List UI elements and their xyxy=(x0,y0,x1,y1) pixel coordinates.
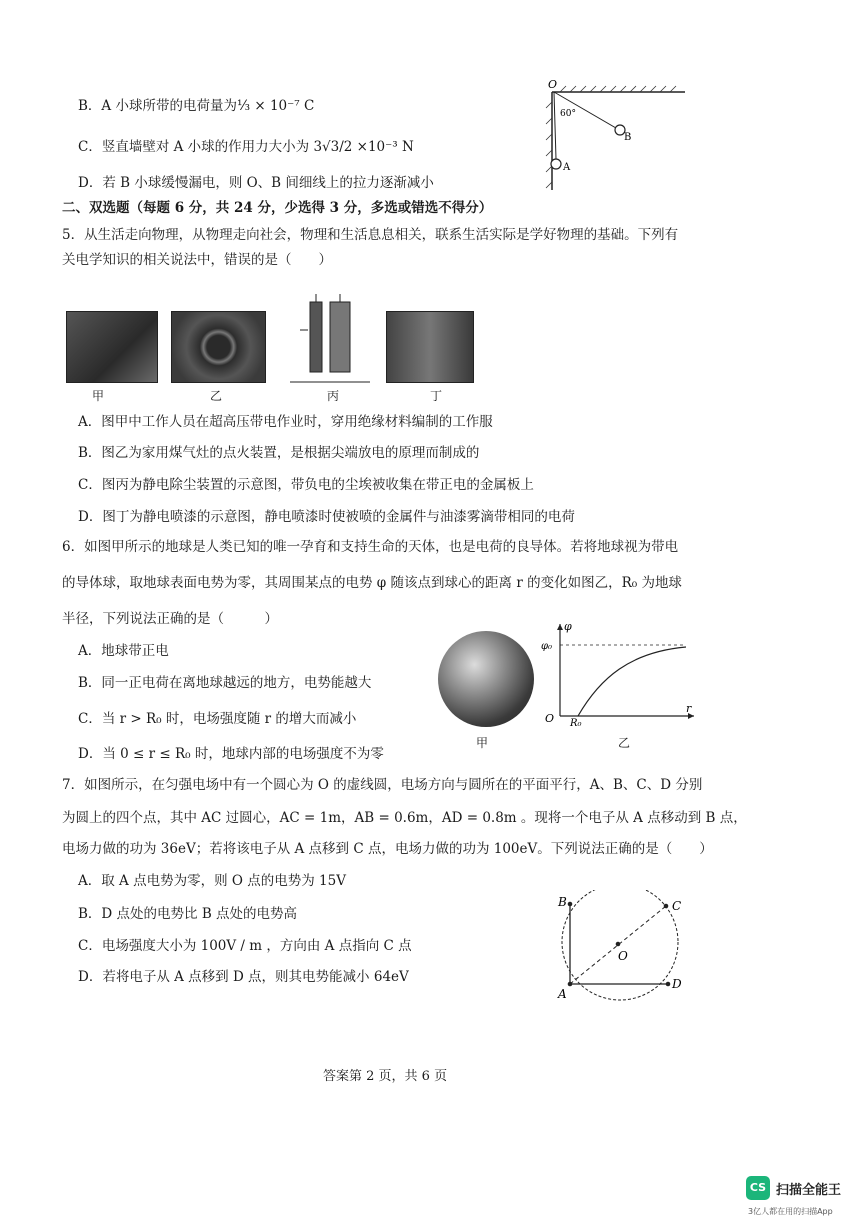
label-angle: 60° xyxy=(560,109,576,119)
q7-option-b: B．D 点处的电势比 B 点处的电势高 xyxy=(78,906,298,922)
q5-option-b: B．图乙为家用煤气灶的点火装置，是根据尖端放电的原理而制成的 xyxy=(78,445,480,461)
photo-jia xyxy=(66,311,158,383)
caption-earth: 甲 xyxy=(476,736,489,750)
q7-option-c: C．电场强度大小为 100V / m ，方向由 A 点指向 C 点 xyxy=(78,938,412,954)
caption-yi: 乙 xyxy=(210,389,223,403)
q6-stem-3: 半径，下列说法正确的是（ ） xyxy=(62,611,278,627)
photo-ding xyxy=(386,311,474,383)
q6-option-a: A．地球带正电 xyxy=(78,643,169,659)
q4-wall-figure xyxy=(540,78,690,198)
circle-figure xyxy=(550,890,690,1002)
scanner-logo-icon: CS xyxy=(746,1176,770,1200)
potential-graph xyxy=(540,618,700,728)
point-d-label: D xyxy=(672,977,682,991)
q7-option-a: A．取 A 点电势为零，则 O 点的电势为 15V xyxy=(78,873,346,889)
graph-x-label: r xyxy=(686,702,692,715)
scanner-watermark xyxy=(746,1176,846,1220)
q7-stem-1: 7．如图所示，在匀强电场中有一个圆心为 O 的虚线圆，电场方向与圆所在的平面平行，A、B、C、D 分别 xyxy=(62,777,703,793)
q4-option-b: B．A 小球所带的电荷量为⅓ × 10⁻⁷ C xyxy=(78,98,315,114)
point-o-label: O xyxy=(618,949,628,963)
caption-graph: 乙 xyxy=(618,736,631,750)
graph-r0-label: R₀ xyxy=(570,718,582,728)
q5-option-c: C．图丙为静电除尘装置的示意图，带负电的尘埃被收集在带正电的金属板上 xyxy=(78,477,534,493)
ball-a xyxy=(551,159,561,169)
photo-bing-diagram xyxy=(290,290,370,385)
q6-stem-1: 6．如图甲所示的地球是人类已知的唯一孕育和支持生命的天体，也是电荷的良导体。若将地球视为带电 xyxy=(62,539,679,555)
graph-phi0-label: φ₀ xyxy=(541,641,553,652)
graph-y-label: φ xyxy=(564,620,572,633)
caption-jia: 甲 xyxy=(92,389,105,403)
photo-yi xyxy=(171,311,266,383)
q7-option-d: D．若将电子从 A 点移到 D 点，则其电势能减小 64eV xyxy=(78,969,409,985)
section-heading: 二、双选题（每题 6 分，共 24 分，少选得 3 分，多选或错选不得分） xyxy=(62,200,493,216)
q6-option-d: D．当 0 ≤ r ≤ R₀ 时，地球内部的电场强度不为零 xyxy=(78,746,384,762)
label-o: O xyxy=(548,78,558,91)
page-footer: 答案第 2 页，共 6 页 xyxy=(323,1069,448,1084)
q7-stem-2: 为圆上的四个点，其中 AC 过圆心，AC = 1m，AB = 0.6m，AD = 0.8m 。现将一个电子从 A 点移动到 B 点， xyxy=(62,810,747,826)
q5-option-a: A．图甲中工作人员在超高压带电作业时，穿用绝缘材料编制的工作服 xyxy=(78,414,493,430)
q5-stem-2: 关电学知识的相关说法中，错误的是（ ） xyxy=(62,252,332,268)
caption-bing: 丙 xyxy=(327,389,340,403)
q6-option-b: B．同一正电荷在离地球越远的地方，电势能越大 xyxy=(78,675,372,691)
graph-origin-label: O xyxy=(545,712,555,725)
q6-option-c: C．当 r > R₀ 时，电场强度随 r 的增大而减小 xyxy=(78,711,357,727)
q4-option-c: C．竖直墙壁对 A 小球的作用力大小为 3√3/2 ×10⁻³ N xyxy=(78,139,414,155)
q4-option-d: D．若 B 小球缓慢漏电，则 O、B 间细线上的拉力逐渐减小 xyxy=(78,175,434,191)
label-a: A xyxy=(563,162,571,173)
q5-stem-1: 5．从生活走向物理，从物理走向社会，物理和生活息息相关，联系生活实际是学好物理的基础。下列有 xyxy=(62,227,679,243)
point-c-label: C xyxy=(672,899,682,913)
scanner-name: 扫描全能王 xyxy=(776,1183,842,1198)
scanner-tagline: 3亿人都在用的扫描App xyxy=(748,1207,833,1216)
label-b: B xyxy=(624,132,632,143)
q6-stem-2: 的导体球，取地球表面电势为零，其周围某点的电势 φ 随该点到球心的距离 r 的变化如图乙，R₀ 为地球 xyxy=(62,575,682,591)
earth-photo xyxy=(438,631,534,727)
point-a-label: A xyxy=(558,987,567,1001)
q5-option-d: D．图丁为静电喷漆的示意图，静电喷漆时使被喷的金属件与油漆雾滴带相同的电荷 xyxy=(78,509,575,525)
point-b-label: B xyxy=(558,895,567,909)
q7-stem-3: 电场力做的功为 36eV；若将该电子从 A 点移到 C 点，电场力做的功为 100eV。下列说法正确的是（ ） xyxy=(62,841,713,857)
caption-ding: 丁 xyxy=(430,389,443,403)
